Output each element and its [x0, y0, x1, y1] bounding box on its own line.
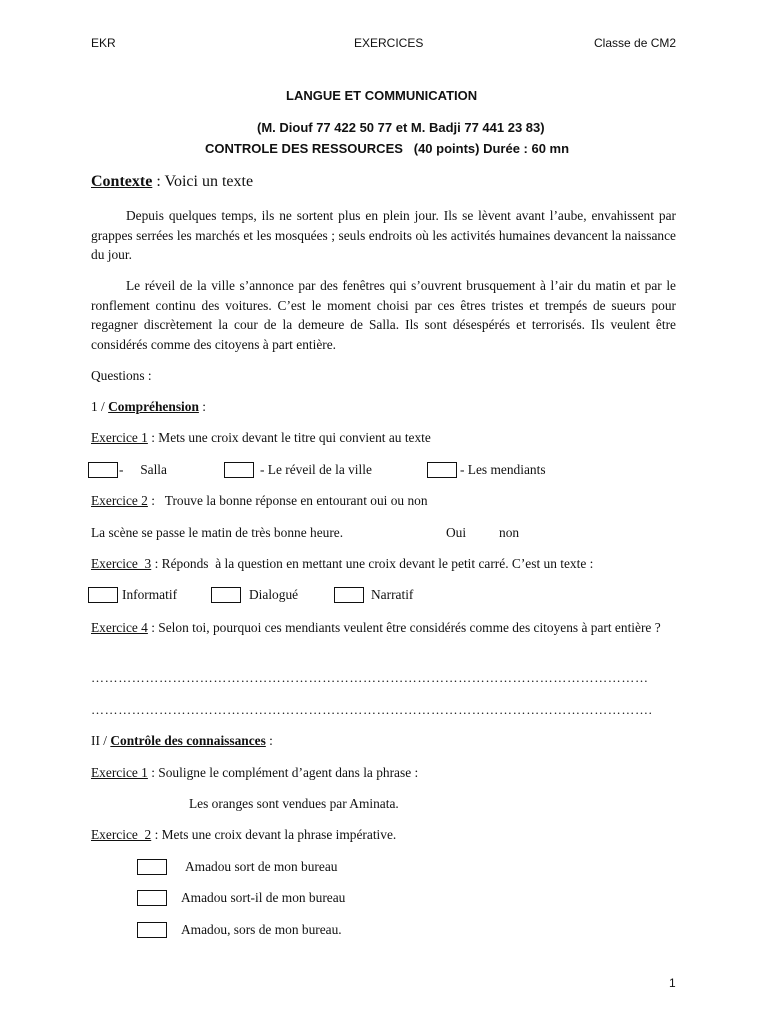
phrase-option-2: Amadou sort-il de mon bureau: [181, 890, 346, 905]
section-1-heading: [91, 399, 206, 415]
checkbox-phrase-2[interactable]: [137, 890, 167, 906]
header-left: EKR: [91, 36, 116, 50]
checkbox-salla[interactable]: [88, 462, 118, 478]
text-paragraph-1: Depuis quelques temps, ils ne sortent plus en plein jour. Ils se lèvent avant l’aube, envahissent par grappes serrées les marchés et les mosquées ; seuls endroits où les activités humaines devancent la naissance du jour.: [91, 208, 676, 262]
exercise-2-sentence: La scène se passe le matin de très bonne heure.: [91, 525, 344, 540]
exercise-4-label: Exercice 4: [91, 620, 148, 635]
phrase-option-1: Amadou sort de mon bureau: [185, 859, 338, 874]
checkbox-phrase-3[interactable]: [137, 922, 167, 938]
exercise-2-prompt: : Trouve la bonne réponse en entourant oui ou non: [147, 493, 428, 508]
header-center: EXERCICES: [354, 36, 424, 50]
authors-line: (M. Diouf 77 422 50 77 et M. Badji 77 441 23 83): [257, 120, 545, 135]
exercise-3-label: Exercice 3: [91, 556, 152, 571]
checkbox-mendiants[interactable]: [427, 462, 457, 478]
exercise-6-line: [91, 827, 396, 843]
exercise-4-line: [91, 618, 676, 638]
exercise-4-prompt: : Selon toi, pourquoi ces mendiants veulent être considérés comme des citoyens à part entière ?: [147, 620, 661, 635]
section-1-title: Compréhension: [108, 399, 199, 414]
answer-oui[interactable]: Oui: [446, 525, 467, 540]
option-informatif: Informatif: [122, 587, 178, 602]
section-1-suffix: :: [198, 399, 206, 414]
answer-line-2[interactable]: …………………………………………………………………………………………………………….: [91, 702, 653, 717]
section-2-title: Contrôle des connaissances: [110, 733, 266, 748]
subject-title: LANGUE ET COMMUNICATION: [286, 88, 478, 103]
phrase-option-3: Amadou, sors de mon bureau.: [181, 922, 342, 937]
option-dialogue: Dialogué: [249, 587, 299, 602]
checkbox-informatif[interactable]: [88, 587, 118, 603]
questions-label: Questions :: [91, 368, 152, 383]
section-2-suffix: :: [265, 733, 273, 748]
exercise-5-line: [91, 765, 418, 781]
section-1-prefix: 1 /: [91, 399, 109, 414]
option-salla: - Salla: [119, 462, 167, 477]
context-label: Contexte: [91, 173, 153, 190]
checkbox-narratif[interactable]: [334, 587, 364, 603]
answer-line-1[interactable]: ……………………………………………………………………………………………………………: [91, 670, 649, 685]
text-paragraph-2: Le réveil de la ville s’annonce par des fenêtres qui s’ouvrent brusquement à l’air du matin et par le ronflement continu des voitures. C’est le moment choisi par ces êtres tristes et trempés de sueurs pour regagner discrètement la cour de la demeure de Salla. Ils sont désespérés et terrorisés. Ils veulent être considérés comme des citoyens à part entière.: [91, 278, 676, 352]
context-rest: : Voici un texte: [152, 173, 254, 190]
checkbox-reveil[interactable]: [224, 462, 254, 478]
exercise-5-prompt: : Souligne le complément d’agent dans la phrase :: [147, 765, 419, 780]
exercise-6-label: Exercice 2: [91, 827, 152, 842]
exercise-2-label: Exercice 2: [91, 493, 148, 508]
exercise-1-line: [91, 430, 431, 446]
option-reveil: - Le réveil de la ville: [260, 462, 372, 477]
answer-non[interactable]: non: [499, 525, 520, 540]
checkbox-dialogue[interactable]: [211, 587, 241, 603]
control-title: CONTROLE DES RESSOURCES (40 points) Durée : 60 mn: [205, 141, 570, 156]
exercise-3-prompt: : Réponds à la question en mettant une croix devant le petit carré. C’est un texte :: [151, 556, 594, 571]
exercise-5-label: Exercice 1: [91, 765, 148, 780]
page-number: 1: [669, 976, 676, 990]
exercise-1-prompt: : Mets une croix devant le titre qui convient au texte: [147, 430, 431, 445]
checkbox-phrase-1[interactable]: [137, 859, 167, 875]
section-2-prefix: II /: [91, 733, 111, 748]
exercise-3-line: [91, 556, 593, 572]
exercise-1-label: Exercice 1: [91, 430, 148, 445]
context-heading: [91, 173, 253, 191]
option-narratif: Narratif: [371, 587, 414, 602]
header-right: Classe de CM2: [594, 36, 677, 50]
exercise-6-prompt: : Mets une croix devant la phrase impérative.: [151, 827, 397, 842]
option-mendiants: - Les mendiants: [460, 462, 546, 477]
exercise-2-line: [91, 493, 428, 509]
section-2-heading: [91, 733, 273, 749]
exercise-5-sentence: Les oranges sont vendues par Aminata.: [189, 796, 399, 811]
